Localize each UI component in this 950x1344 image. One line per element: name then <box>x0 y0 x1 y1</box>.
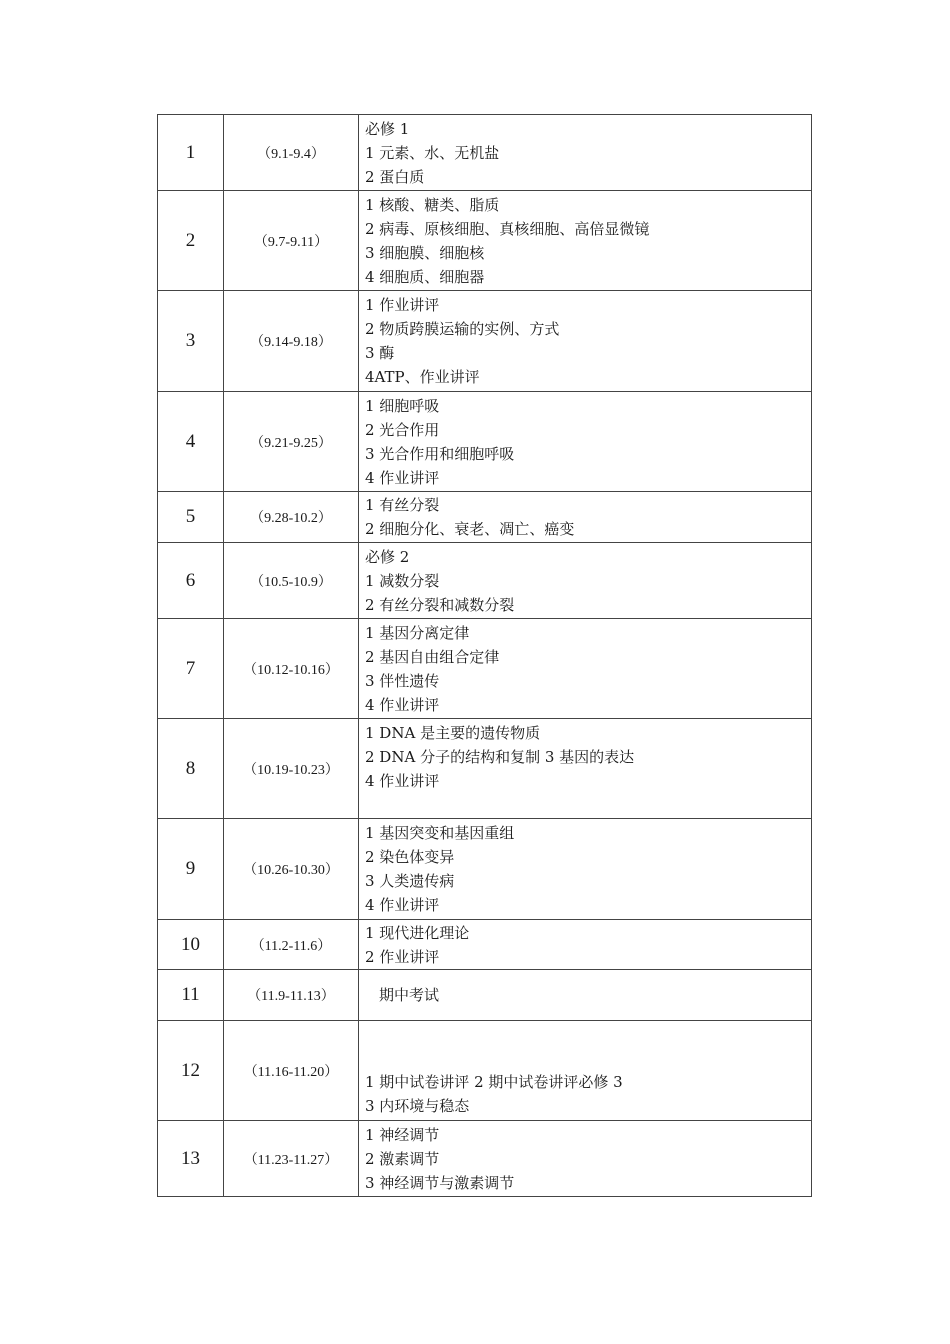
content-line: 2 有丝分裂和减数分裂 <box>365 595 515 614</box>
content-line: 3 伴性遗传 <box>365 671 440 690</box>
week-number: 11 <box>158 970 224 1021</box>
content-line: 1 DNA 是主要的遗传物质 <box>365 724 541 742</box>
content-cell <box>359 392 812 492</box>
table-row <box>158 1121 812 1197</box>
week-number: 9 <box>158 819 224 920</box>
table-row <box>158 492 812 543</box>
content-cell <box>359 1121 812 1197</box>
content-line: 必修 2 <box>365 547 410 566</box>
date-range: （11.9-11.13） <box>224 970 359 1021</box>
content-line: 4ATP、作业讲评 <box>365 368 480 386</box>
date-range: （11.2-11.6） <box>224 920 359 970</box>
date-range: （9.1-9.4） <box>224 115 359 191</box>
content-cell <box>359 819 812 920</box>
date-range: （9.14-9.18） <box>224 291 359 392</box>
content-line: 3 酶 <box>365 344 395 362</box>
table-row <box>158 291 812 392</box>
date-range: （9.7-9.11） <box>224 191 359 291</box>
table-row <box>158 1021 812 1121</box>
week-number: 8 <box>158 719 224 819</box>
content-cell <box>359 970 812 1021</box>
content-line: 2 染色体变异 <box>365 848 455 866</box>
content-line: 1 作业讲评 <box>365 296 440 314</box>
date-range: （10.26-10.30） <box>224 819 359 920</box>
week-number: 6 <box>158 543 224 619</box>
content-line: 2 光合作用 <box>365 420 440 439</box>
table-row <box>158 819 812 920</box>
content-line: 4 作业讲评 <box>365 896 440 914</box>
content-line: 2 物质跨膜运输的实例、方式 <box>365 320 560 338</box>
content-line: 2 作业讲评 <box>365 947 440 966</box>
week-number: 3 <box>158 291 224 392</box>
content-cell <box>359 920 812 970</box>
content-line: 4 细胞质、细胞器 <box>365 267 485 286</box>
content-line: 必修 1 <box>365 119 410 138</box>
content-line: 期中考试 <box>379 986 440 1004</box>
table-row <box>158 543 812 619</box>
week-number: 5 <box>158 492 224 543</box>
content-line: 1 期中试卷讲评 2 期中试卷讲评必修 3 <box>365 1073 623 1091</box>
date-range: （10.5-10.9） <box>224 543 359 619</box>
content-cell <box>359 719 812 819</box>
week-number: 4 <box>158 392 224 492</box>
content-line: 1 基因分离定律 <box>365 623 470 642</box>
content-line: 1 现代进化理论 <box>365 923 470 942</box>
content-cell <box>359 619 812 719</box>
content-line: 3 内环境与稳态 <box>365 1097 470 1115</box>
content-line: 1 核酸、糖类、脂质 <box>365 195 500 214</box>
content-cell <box>359 115 812 191</box>
table-row <box>158 392 812 492</box>
table-row <box>158 619 812 719</box>
schedule-table <box>157 114 812 1197</box>
content-line: 3 细胞膜、细胞核 <box>365 243 485 262</box>
content-line: 2 基因自由组合定律 <box>365 647 500 666</box>
content-line: 1 基因突变和基因重组 <box>365 824 515 842</box>
content-line: 1 减数分裂 <box>365 571 440 590</box>
content-line: 3 神经调节与激素调节 <box>365 1173 515 1192</box>
content-line: 3 光合作用和细胞呼吸 <box>365 444 515 463</box>
content-cell <box>359 1021 812 1121</box>
table-row <box>158 970 812 1021</box>
content-line: 1 有丝分裂 <box>365 496 440 514</box>
date-range: （10.19-10.23） <box>224 719 359 819</box>
date-range: （11.16-11.20） <box>224 1021 359 1121</box>
content-line: 2 激素调节 <box>365 1149 440 1168</box>
content-line: 1 神经调节 <box>365 1125 440 1144</box>
content-line: 2 蛋白质 <box>365 167 425 186</box>
table-row <box>158 920 812 970</box>
week-number: 1 <box>158 115 224 191</box>
content-line: 3 人类遗传病 <box>365 872 455 890</box>
content-line: 4 作业讲评 <box>365 695 440 714</box>
content-cell <box>359 543 812 619</box>
week-number: 13 <box>158 1121 224 1197</box>
content-cell <box>359 291 812 392</box>
content-line: 4 作业讲评 <box>365 468 440 487</box>
week-number: 7 <box>158 619 224 719</box>
content-line: 2 DNA 分子的结构和复制 3 基因的表达 <box>365 748 635 766</box>
table-row <box>158 115 812 191</box>
week-number: 2 <box>158 191 224 291</box>
content-line: 1 细胞呼吸 <box>365 396 440 415</box>
week-number: 12 <box>158 1021 224 1121</box>
content-cell <box>359 191 812 291</box>
content-cell <box>359 492 812 543</box>
table-row <box>158 719 812 819</box>
date-range: （9.28-10.2） <box>224 492 359 543</box>
content-line: 2 病毒、原核细胞、真核细胞、高倍显微镜 <box>365 219 650 238</box>
date-range: （9.21-9.25） <box>224 392 359 492</box>
date-range: （11.23-11.27） <box>224 1121 359 1197</box>
date-range: （10.12-10.16） <box>224 619 359 719</box>
week-number: 10 <box>158 920 224 970</box>
content-line: 4 作业讲评 <box>365 772 440 790</box>
table-row <box>158 191 812 291</box>
content-line: 1 元素、水、无机盐 <box>365 143 500 162</box>
content-line: 2 细胞分化、衰老、凋亡、癌变 <box>365 520 575 538</box>
